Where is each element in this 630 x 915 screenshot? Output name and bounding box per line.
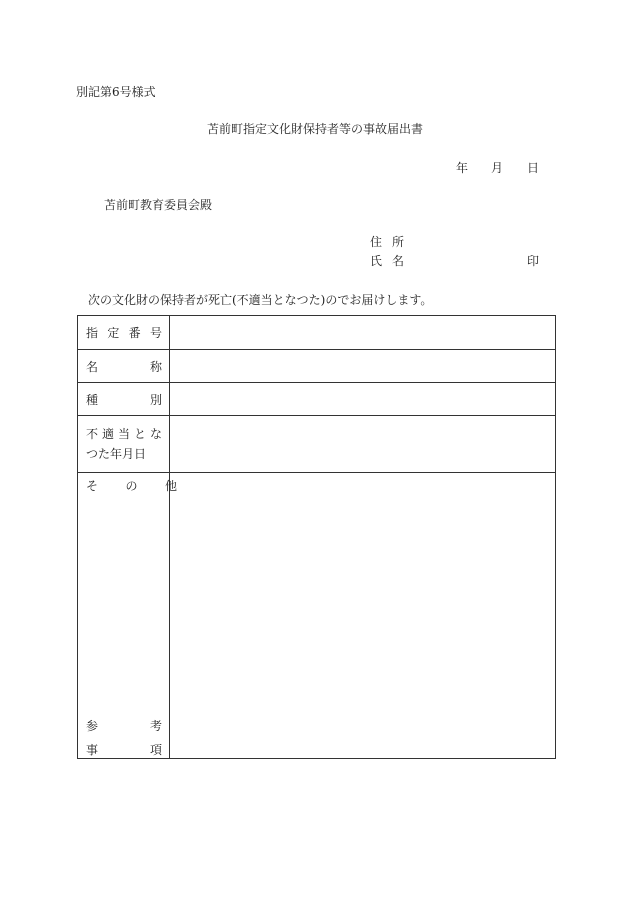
table-row (78, 383, 556, 416)
table-row (78, 473, 556, 759)
notification-form-table (77, 315, 556, 759)
intro-statement: 次の文化財の保持者が死亡(不適当となつた)のでお届けします。 (88, 293, 433, 307)
name-label: 氏名 (370, 254, 415, 268)
date-month-label: 月 (491, 161, 504, 175)
remarks-label: 参 考 事 項 (86, 719, 162, 757)
date-day-label: 日 (527, 161, 540, 175)
date-year-label: 年 (456, 161, 469, 175)
unfit-date-label: 不 適 当 と な つた年月日 (78, 416, 170, 473)
table-row (78, 316, 556, 350)
seal-mark: 印 (527, 254, 540, 268)
name-label-cell: 名 称 (78, 350, 170, 383)
unfit-date-field[interactable] (170, 416, 556, 473)
form-number: 別記第6号様式 (76, 85, 156, 99)
other-label: そ の 他 (86, 479, 177, 493)
document-title: 苫前町指定文化財保持者等の事故届出書 (206, 122, 423, 136)
designation-number-field[interactable] (170, 316, 556, 350)
name-field[interactable] (170, 350, 556, 383)
other-remarks-label (78, 473, 177, 759)
table-row (78, 416, 556, 473)
table-row (78, 350, 556, 383)
designation-number-label: 指 定 番 号 (78, 316, 170, 350)
other-remarks-field[interactable] (170, 473, 556, 759)
addressee: 苫前町教育委員会殿 (104, 198, 213, 212)
address-label: 住所 (370, 235, 415, 249)
type-label: 種 別 (78, 383, 170, 416)
type-field[interactable] (170, 383, 556, 416)
